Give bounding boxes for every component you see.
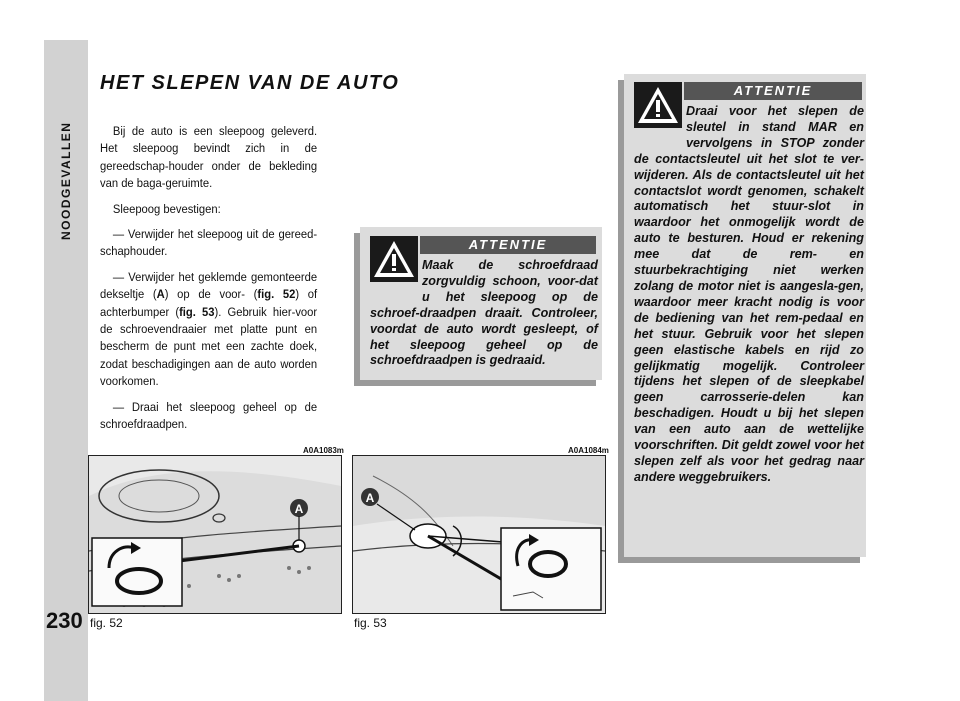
step-2-text-b: ) op de voor- ( — [164, 287, 258, 302]
figure-code: A0A1083m — [303, 446, 344, 455]
paragraph-step-1: — Verwijder het sleepoog uit de gereed-schaphouder. — [100, 227, 318, 259]
page-number: 230 — [46, 608, 83, 633]
page-title: HET SLEPEN VAN DE AUTO — [100, 72, 400, 94]
warning-header: ATTENTIE — [420, 236, 596, 254]
paragraph-intro: Bij de auto is een sleepoog geleverd. Het sleepoog bevindt zich in de gereedschap-houder onder de bekleding van de baga-geruimte. — [100, 124, 318, 191]
figure-53-caption: fig. 53 — [354, 616, 387, 630]
paragraph-mount-heading: Sleepoog bevestigen: — [112, 201, 221, 216]
ref-cover-a: A — [156, 287, 165, 302]
ref-fig-52: fig. 52 — [257, 287, 296, 302]
warning-box-thread — [360, 227, 602, 380]
figure-52-caption: fig. 52 — [90, 616, 123, 630]
paragraph-step-2 — [100, 269, 317, 391]
paragraph-step-3: — Draai het sleepoog geheel op de schroefdraadpen. — [100, 399, 318, 432]
figure-code: A0A1084m — [568, 446, 609, 455]
figure-53-image — [352, 455, 606, 614]
warning-header: ATTENTIE — [684, 82, 862, 100]
section-label: NOODGEVALLEN — [59, 121, 73, 240]
sidebar-strip — [44, 40, 88, 701]
step-2-text-c: ) of achterbumper ( — [100, 287, 318, 319]
step-2-text-d: ). Gebruik hier-voor de schroevendraaier met platte punt en bescherm de punt met een zachte doek, zodat beschadigingen aan de auto worden voorkomen. — [100, 304, 318, 389]
body-text — [100, 123, 317, 442]
warning-box-towing — [624, 74, 866, 557]
step-2-text-a: — Verwijder het geklemde gemonteerde dekseltje ( — [100, 269, 318, 302]
ref-fig-53: fig. 53 — [179, 304, 215, 319]
warning-text: Draai voor het slepen de sleutel in stand MAR en vervolgens in STOP zonder de contactsleutel uit het slot te ver-wijderen. Als de contactsleutel uit het contactslot wordt genomen, schakelt automatisch het stuur-slot in waardoor het onmogelijk wordt de auto te besturen. Houd er rekening mee dat de rem- en stuurbekrachtiging niet werken zolang de motor niet is aangesla-gen, waardoor meer kracht nodig is voor de bediening van het rem-pedaal en het stuur. Gebruik voor het slepen geen elastische kabels en rijd zo gelijkmatig mogelijk. Controleer tijdens het slepen of de sleepkabel geen carrosserie-delen kan beschadigen. Houdt u bij het slepen van een auto aan de wettelijke voorschriften. Dit geldt zowel voor het slepen zelf als voor het gedrag naar andere weggebruikers. — [634, 104, 864, 484]
callout-label: A — [294, 502, 304, 516]
figure-52-image — [88, 455, 342, 614]
warning-text: Maak de schroefdraad zorgvuldig schoon, voor-dat u het sleepoog op de schroef-draadpen draait. Controleer, voordat de auto wordt gesleept, of het sleepoog geheel op de schroefdraadpen is gedraaid. — [370, 258, 598, 368]
callout-label: A — [365, 491, 375, 505]
